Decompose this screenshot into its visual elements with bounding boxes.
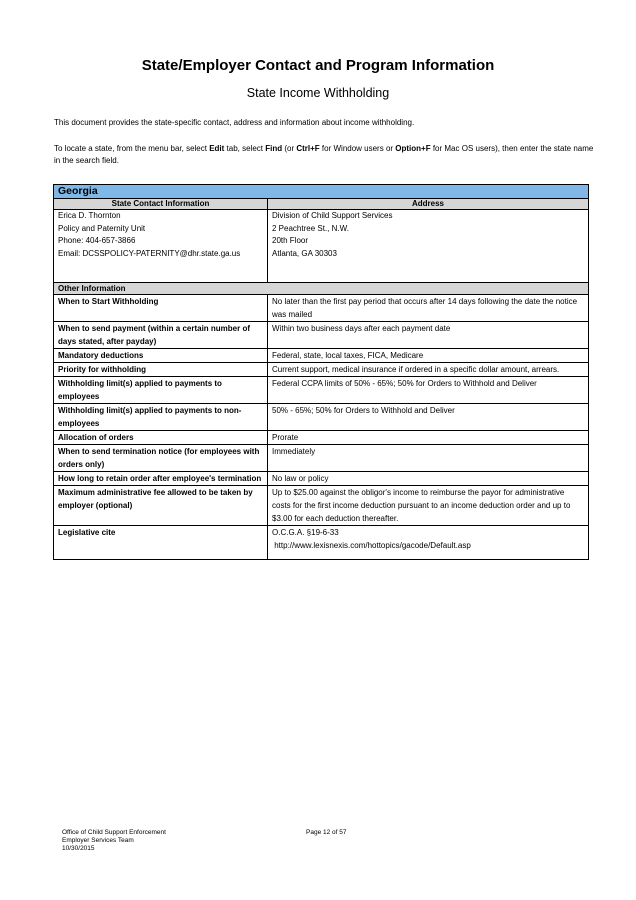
row-label: How long to retain order after employee's termination (54, 472, 268, 486)
row-label: Maximum administrative fee allowed to be taken by employer (optional) (54, 486, 268, 526)
address-line: 2 Peachtree St., N.W. (272, 223, 349, 233)
address-line: 20th Floor (272, 236, 309, 245)
table-row (54, 363, 589, 377)
footer-office (62, 829, 166, 853)
row-value: Current support, medical insurance if ordered in a specific dollar amount, arrears. (268, 363, 589, 377)
row-label: Legislative cite (54, 526, 268, 560)
contact-email: Email: DCSSPOLICY-PATERNITY@dhr.state.ga.us (58, 248, 241, 258)
table-row (54, 486, 589, 526)
row-value: Immediately (268, 445, 589, 472)
instructions-part: (or (282, 144, 297, 153)
instructions-part: for Mac OS users), then enter the state name in the search field. (54, 144, 594, 165)
contact-phone: Phone: 404-657-3866 (58, 236, 136, 245)
instructions-text (54, 143, 594, 167)
address-column-header: Address (268, 199, 589, 210)
instructions-part: for Window users or (319, 144, 396, 153)
row-value: Prorate (268, 431, 589, 445)
contact-column-header: State Contact Information (54, 199, 268, 210)
footer-line: 10/30/2015 (62, 845, 95, 852)
ctrl-f-keyword: Ctrl+F (296, 144, 320, 153)
page-title: State/Employer Contact and Program Information (141, 57, 495, 74)
contact-name: Erica D. Thornton (58, 211, 121, 220)
table-row (54, 295, 589, 322)
other-information-header: Other Information (54, 283, 589, 295)
footer-line: Employer Services Team (62, 837, 134, 844)
row-value (268, 526, 589, 560)
table-row (54, 404, 589, 431)
row-value: 50% - 65%; 50% for Orders to Withhold and Deliver (268, 404, 589, 431)
table-row (54, 431, 589, 445)
table-row (54, 526, 589, 560)
row-value: Within two business days after each payment date (268, 322, 589, 349)
legislative-link[interactable]: http://www.lexisnexis.com/hottopics/gacode/Default.asp (272, 541, 471, 550)
address-line: Division of Child Support Services (272, 211, 393, 220)
row-label: When to send payment (within a certain number of days stated, after payday) (54, 322, 268, 349)
footer-line: Office of Child Support Enforcement (62, 829, 166, 836)
option-f-keyword: Option+F (395, 144, 431, 153)
row-label: Mandatory deductions (54, 349, 268, 363)
row-value: No later than the first pay period that occurs after 14 days following the date the notice was mailed (268, 295, 589, 322)
row-label: Withholding limit(s) applied to payments to employees (54, 377, 268, 404)
table-row (54, 472, 589, 486)
instructions-part: tab, select (224, 144, 266, 153)
contact-unit: Policy and Paternity Unit (58, 223, 146, 233)
contact-info-cell (54, 210, 268, 283)
edit-keyword: Edit (209, 144, 225, 153)
row-label: Priority for withholding (54, 363, 268, 377)
instructions-part: To locate a state, from the menu bar, select (54, 144, 210, 153)
address-cell (268, 210, 589, 283)
row-value: No law or policy (268, 472, 589, 486)
legislative-cite: O.C.G.A. §19-6-33 (272, 528, 339, 537)
row-label: When to send termination notice (for employees with orders only) (54, 445, 268, 472)
find-keyword: Find (265, 144, 283, 153)
row-value: Federal, state, local taxes, FICA, Medicare (268, 349, 589, 363)
address-line: Atlanta, GA 30303 (272, 248, 337, 258)
table-row (54, 445, 589, 472)
page-subtitle: State Income Withholding (246, 86, 390, 100)
state-info-table (53, 184, 589, 560)
row-value: Federal CCPA limits of 50% - 65%; 50% for Orders to Withhold and Deliver (268, 377, 589, 404)
row-value: Up to $25.00 against the obligor's income to reimburse the payor for administrative costs for the first income deduction pursuant to an income deduction order and up to $3.00 for each deduction thereafter. (268, 486, 589, 526)
table-row (54, 377, 589, 404)
state-name-header: Georgia (54, 185, 589, 199)
intro-text: This document provides the state-specific contact, address and information about income withholding. (54, 118, 415, 127)
row-label: Allocation of orders (54, 431, 268, 445)
table-row (54, 349, 589, 363)
page-number: Page 12 of 57 (306, 829, 347, 836)
row-label: Withholding limit(s) applied to payments to non-employees (54, 404, 268, 431)
table-row (54, 322, 589, 349)
row-label: When to Start Withholding (54, 295, 268, 322)
